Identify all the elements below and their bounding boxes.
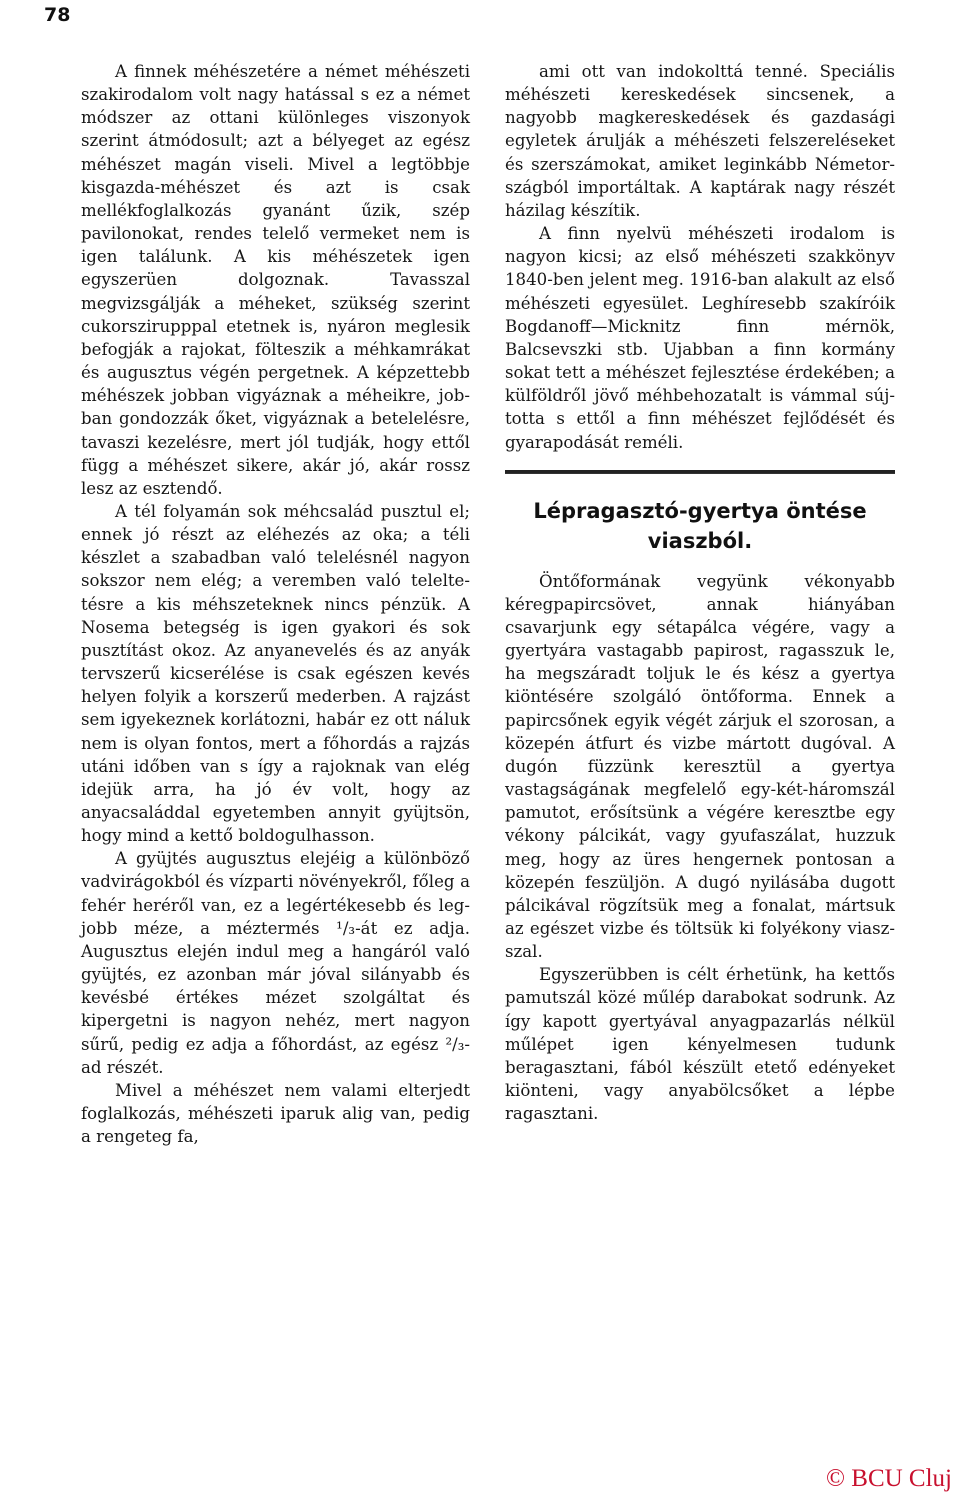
paragraph: Öntőformának vegyünk vékonyabb kéregpapircsövet, annak hiányában csavarjunk egy sétapálca végére, vagy a gyertyára vastagabb papirost, ragasszuk le, ha megszáradt toljuk le és kész a gyertya kiöntésére szolgáló öntőforma. Ennek a papircsőnek egyik végét zárjuk el szorosan, a közepén átfurt és vizbe mártott dugóval. A dugón füzzünk keresztül a gyertya vastagságának megfelelő egy-két-háromszál pamutot, erősítsünk a végére keresztbe egy vékony pálcikát, vagy gyufaszálat, huzzuk meg, hogy az üres hengernek pontosan a közepén feszüljön. A dugó nyilásába dugott pálcikával rögzítsük meg a fonalat, mártsuk az egészet vizbe és töltsük ki folyékony viaszszal. — [505, 571, 895, 962]
paragraph: A finn nyelvü méhészeti irodalom is nagyon kicsi; az első méhészeti szakkönyv 1840-ben jelent meg. 1916-ban alakult az első méhészeti egyesület. Leghíresebb szakíróik Bogdanoff—Micknitz finn mérnök, Balcsevszki stb. Ujabban a finn kormány sokat tett a méhészet fejlesztése érdekében; a külföldről jövő méhbehozatalt is vámmal sújtotta s ettől a finn méhészet fejlődését és gyarapodását reméli. — [505, 224, 895, 452]
right-column — [505, 60, 895, 1125]
section-divider — [505, 470, 895, 474]
paragraph: A tél folyamán sok méhcsalád pusztul el; ennek jó részt az eléhezés az oka; a téli készlet a szabadban való telelésnél nagyon sokszor nem elég; a veremben való teleltetésre a kis méhszeteknek nincs pénzük. A Nosema betegség is igen gyakori és sok pusztítást okoz. Az anyanevelés és az anyák tervszerű kicserélése is csak egészen kevés helyen folyik a korszerű mederben. A rajzást sem igyekeznek korlátozni, habár ez ott náluk nem is olyan fontos, mert a főhordás a rajzás utáni időben van s így a rajoknak van elég idejük arra, ha jó év volt, hogy az anyacsaláddal egyetemben annyit gyüjtsön, hogy mind a kettő boldogulhasson. — [81, 501, 470, 846]
paragraph: ami ott van indokolttá tenné. Speciális méhészeti kereskedések sincsenek, a nagyobb magkereskedések és gazdasági egyletek árulják a méhészeti felszereléseket és szerszámokat, amiket leginkább Németországból importáltak. A kaptárak nagy részét házilag készítik. — [505, 62, 895, 220]
paragraph: A finnek méhészetére a német méhészeti szakirodalom volt nagy hatással s ez a német módszer az ottani különleges viszonyok szerint átmódosult; azt a bélyeget az egész méhészet magán viseli. Mivel a legtöbbje kisgazda-méhészet és azt is csak mellékfoglalkozás gyanánt űzik, szép pavilonokat, rendes telelő vermeket nem is igen találunk. A kis méhészetek igen egyszerüen dolgoznak. Tavasszal megvizsgálják a méheket, szükség szerint cukorszirupppal etetnek is, nyáron meglesik befogják a rajokat, fölteszik a méhkamrákat és augusztus végén pergetnek. A képzettebb méhészek jobban vigyáznak a méheikre, jobban gondozzák őket, vigyáznak a betelelésre, tavaszi kezelésre, mert jól tudják, hogy ettől függ a méhészet sikere, akár jó, akár rossz lesz az esztendő. — [81, 62, 470, 498]
library-watermark: © BCU Cluj — [826, 1465, 952, 1492]
paragraph: Mivel a méhészet nem valami elterjedt foglalkozás, méhészeti iparuk alig van, pedig a rengeteg fa, — [81, 1080, 470, 1147]
article-title: Lépragasztó-gyertya öntése viaszból. — [533, 498, 867, 553]
left-column — [81, 60, 470, 1148]
paragraph: A gyüjtés augusztus elejéig a különböző vadvirágokból és vízparti növényekről, főleg a fehér heréről van, ez a legértékesebb és legjobb méze, a méztermés ¹/₃-át ez adja. Augusztus elején indul meg a hangáról való gyüjtés, ez azonban már jóval silányabb és kevésbé értékes mézet szolgáltat és kipergetni is nagyon nehéz, mert nagyon sűrű, pedig ez adja a főhordást, az egész ²/₃-ad részét. — [81, 849, 470, 1077]
paragraph: Egyszerübben is célt érhetünk, ha kettős pamutszál közé műlép darabokat sodrunk. Az így kapott gyertyával anyagpazarlás nélkül műlépet igen kényelmesen tudunk beragasztani, fából készült etető edényeket kiönteni, vagy anyabölcsőket a lépbe ragasztani. — [505, 965, 895, 1124]
page-number: 78 — [44, 4, 71, 26]
